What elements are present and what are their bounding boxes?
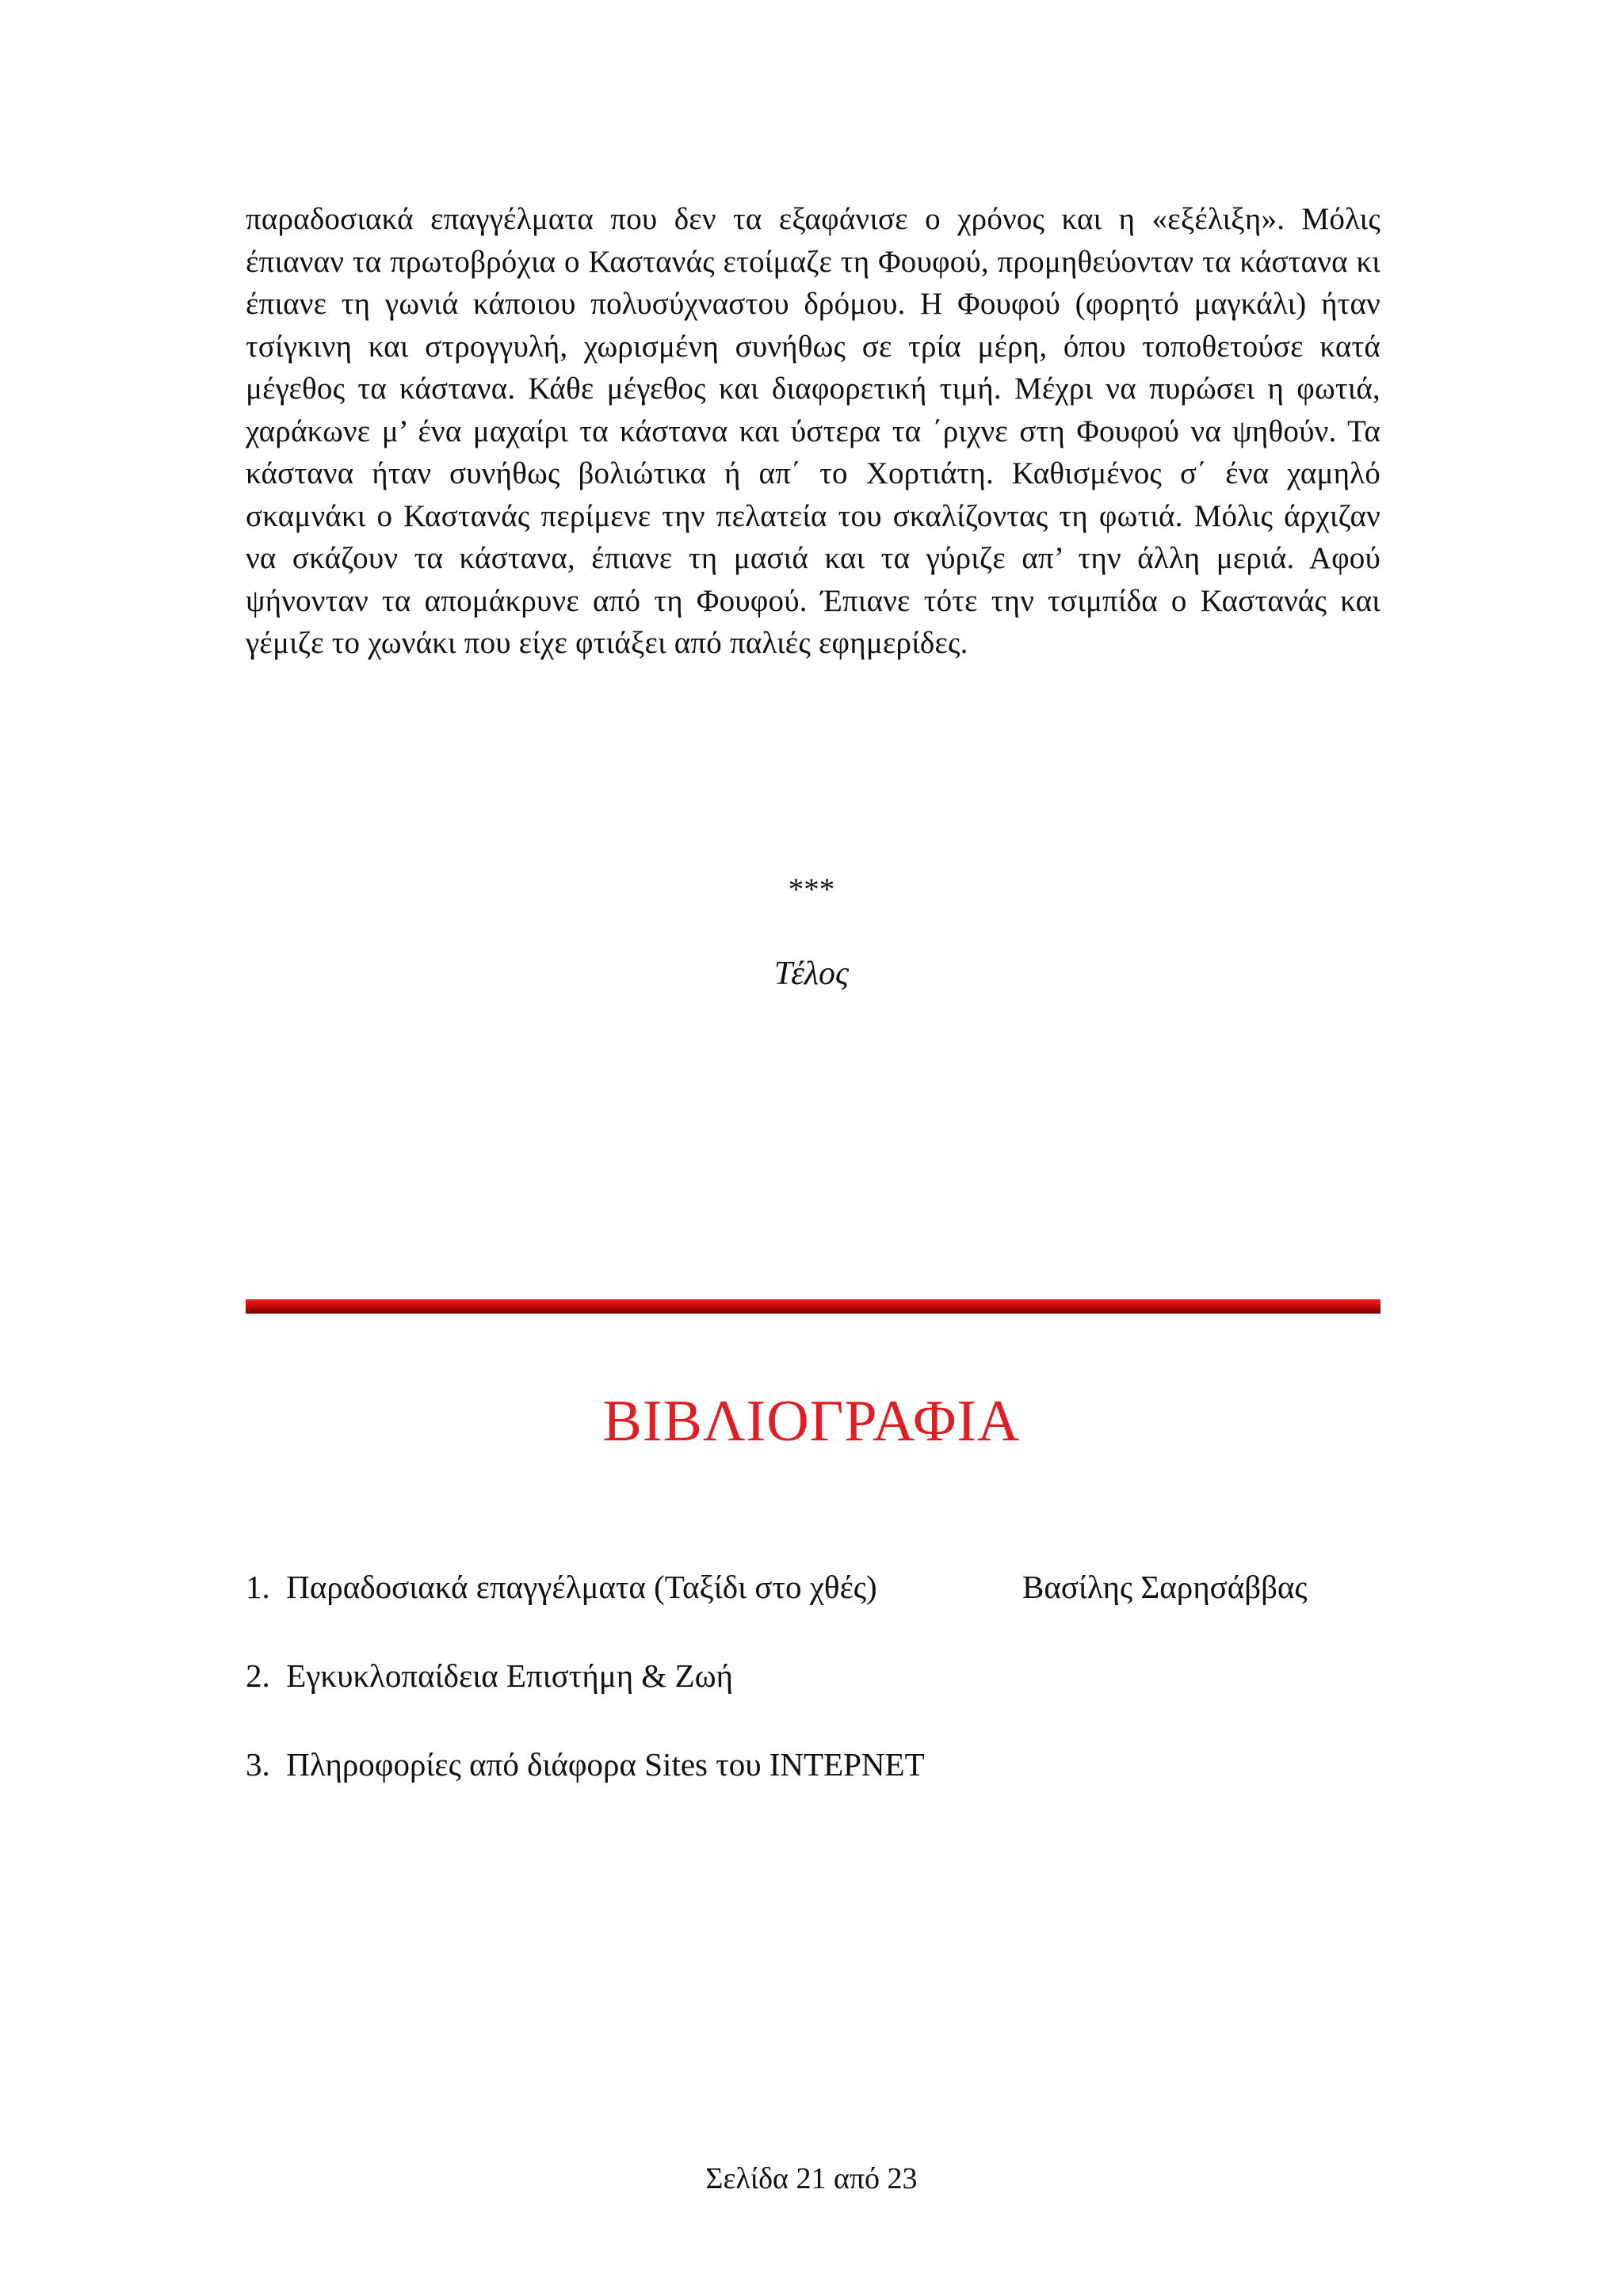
body-paragraph: παραδοσιακά επαγγέλματα που δεν τα εξαφάνισε ο χρόνος και η «εξέλιξη». Μόλις έπιαναν τα πρωτοβρόχια ο Καστανάς ετοίμαζε τη Φουφού, προμηθεύονταν τα κάστανα κι έπιανε τη γωνιά κάποιου πολυσύχναστου δρόμου. Η Φουφού (φορητό μαγκάλι) ήταν τσίγκινη και στρογγυλή, χωρισμένη συνήθως σε τρία μέρη, όπου τοποθετούσε κατά μέγεθος τα κάστανα. Κάθε μέγεθος και διαφορετική τιμή. Μέχρι να πυρώσει η φωτιά, χαράκωνε μ’ ένα μαχαίρι τα κάστανα και ύστερα τα ΄ριχνε στη Φουφού να ψηθούν. Τα κάστανα ήταν συνήθως βολιώτικα ή απ΄ το Χορτιάτη. Καθισμένος σ΄ ένα χαμηλό σκαμνάκι ο Καστανάς περίμενε την πελατεία του σκαλίζοντας τη φωτιά. Μόλις άρχιζαν να σκάζουν τα κάστανα, έπιανε τη μασιά και τα γύριζε απ’ την άλλη μεριά. Αφού ψήνονταν τα απομάκρυνε από τη Φουφού. Έπιανε τότε την τσιμπίδα ο Καστανάς και γέμιζε το χωνάκι που είχε φτιάξει από παλιές εφημερίδες. [246,202,1381,660]
bibliography-title: ΒΙΒΛΙΟΓΡΑΦΙΑ [602,1389,1021,1454]
bibliography-item [246,1742,1434,1831]
end-word: Τέλος [773,955,850,992]
bibliography-item-title: Παραδοσιακά επαγγέλματα (Ταξίδι στο χθές) [286,1569,877,1605]
bibliography-item-title: Εγκυκλοπαίδεια Επιστήμη & Ζωή [286,1657,733,1694]
bibliography-item-author: Βασίλης Σαρησάββας [1022,1569,1308,1605]
bibliography-item [246,1653,1434,1742]
bibliography-item-number: 1. [246,1569,278,1605]
bibliography-item-number: 2. [246,1657,278,1694]
section-separator: *** [788,872,835,906]
bibliography-list [246,1565,1434,1831]
red-divider-line [246,1299,1381,1314]
bibliography-item-title: Πληροφορίες από διάφορα Sites του ΙΝΤΕΡΝΕΤ [286,1746,925,1783]
bibliography-item-number: 3. [246,1746,278,1783]
bibliography-item [246,1565,1434,1653]
page-footer: Σελίδα 21 από 23 [705,2162,918,2195]
